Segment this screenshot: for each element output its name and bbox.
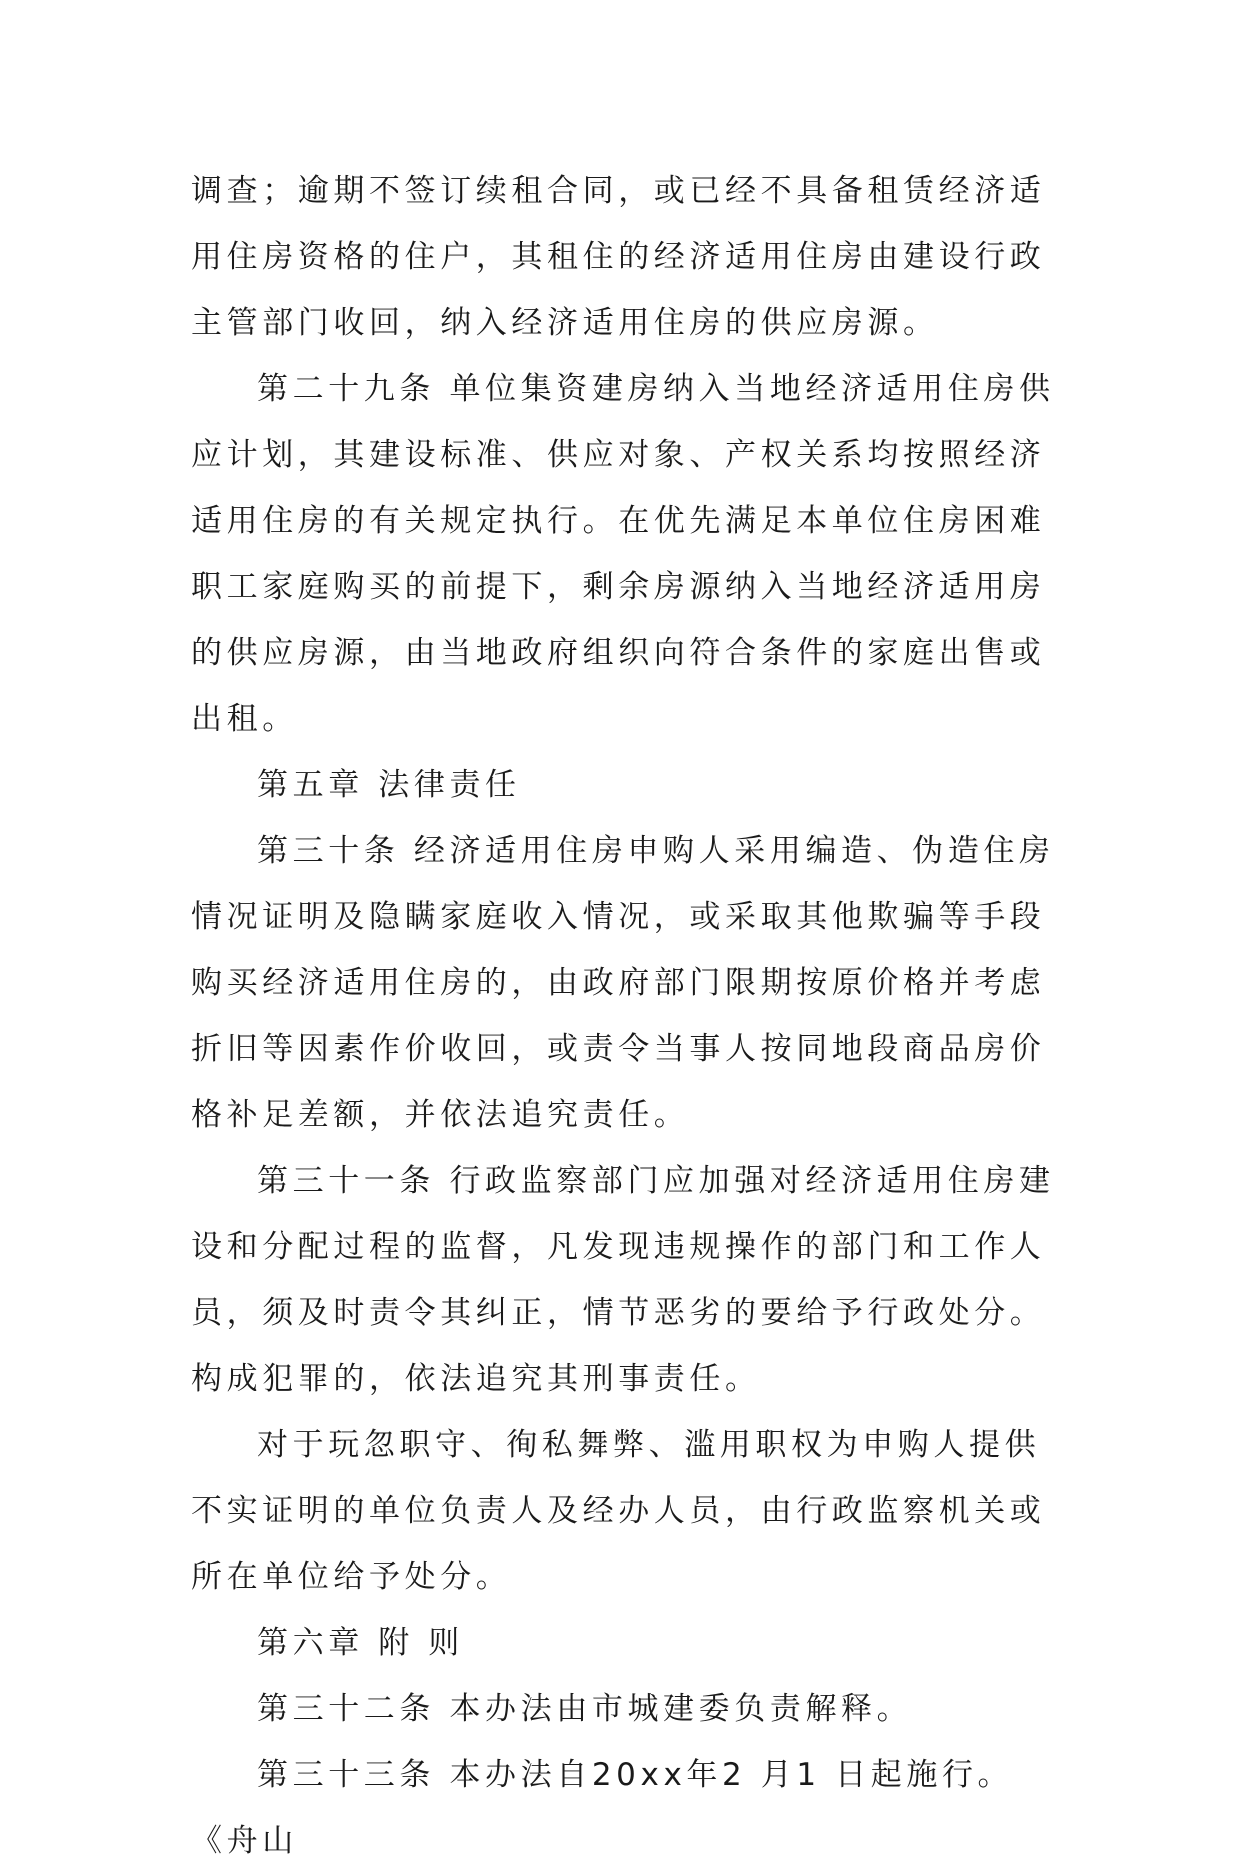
article-33-paragraph: 第三十三条 本办法自20xx年2 月1 日起施行。《舟山 (191, 1757, 1014, 1859)
document-body (191, 158, 1055, 1874)
article-29-paragraph: 第二十九条 单位集资建房纳入当地经济适用住房供应计划，其建设标准、供应对象、产权关系均按照经济适用住房的有关规定执行。在优先满足本单位住房困难职工家庭购买的前提下，剩余房源纳入当地经济适用房的供应房源，由当地政府组织向符合条件的家庭出售或出租。 (191, 371, 1055, 737)
article-31-supplement-paragraph: 对于玩忽职守、徇私舞弊、滥用职权为申购人提供不实证明的单位负责人及经办人员，由行政监察机关或所在单位给予处分。 (191, 1427, 1046, 1595)
article-31-paragraph: 第三十一条 行政监察部门应加强对经济适用住房建设和分配过程的监督，凡发现违规操作的部门和工作人员，须及时责令其纠正，情节恶劣的要给予行政处分。构成犯罪的，依法追究其刑事责任。 (191, 1163, 1055, 1397)
paragraph-continuation: 调查；逾期不签订续租合同，或已经不具备租赁经济适用住房资格的住户，其租住的经济适用住房由建设行政主管部门收回，纳入经济适用住房的供应房源。 (191, 173, 1046, 341)
chapter-6-heading: 第六章 附 则 (257, 1625, 464, 1661)
article-32-paragraph: 第三十二条 本办法由市城建委负责解释。 (257, 1691, 913, 1727)
article-30-paragraph: 第三十条 经济适用住房申购人采用编造、伪造住房情况证明及隐瞒家庭收入情况，或采取其他欺骗等手段购买经济适用住房的，由政府部门限期按原价格并考虑折旧等因素作价收回，或责令当事人按同地段商品房价格补足差额，并依法追究责任。 (191, 833, 1055, 1133)
chapter-5-heading: 第五章 法律责任 (257, 767, 521, 803)
